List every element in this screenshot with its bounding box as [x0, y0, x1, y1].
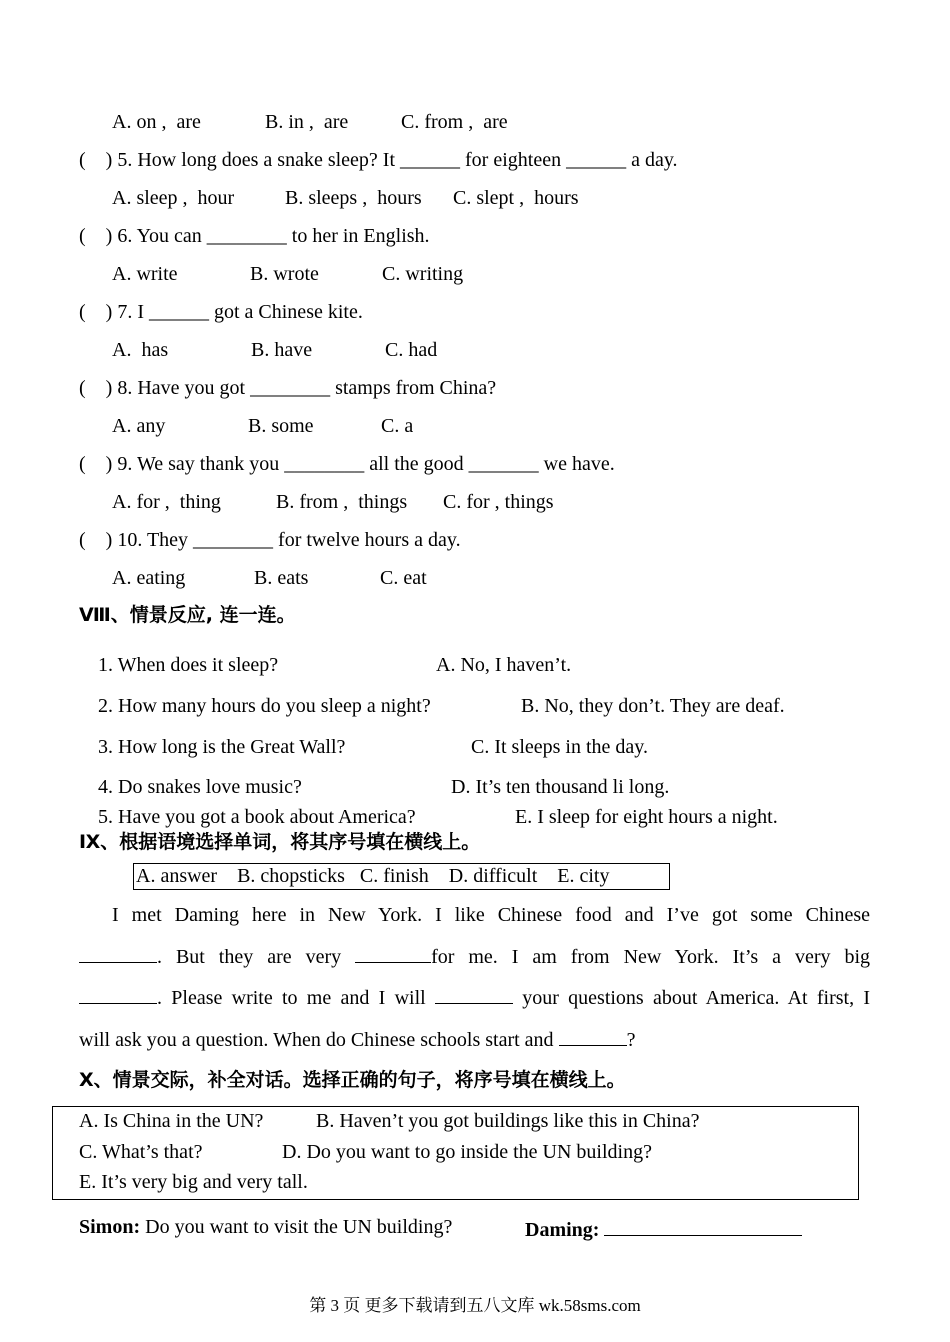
- q7-option-c: C. had: [385, 339, 438, 361]
- blank-3[interactable]: [79, 983, 157, 1004]
- q9-stem: ( ) 9. We say thank you ________ all the good _______ we have.: [79, 453, 615, 475]
- q4-option-c: C. from , are: [401, 111, 508, 133]
- q6-option-b: B. wrote: [250, 263, 319, 285]
- passage-line-2: [79, 937, 870, 979]
- dialogue-simon-line: [79, 1215, 452, 1239]
- match-left-1: 1. When does it sleep?: [98, 654, 279, 676]
- q8-option-b: B. some: [248, 415, 314, 437]
- dialogue-option-a: A. Is China in the UN?: [79, 1110, 264, 1132]
- speaker-daming: Daming:: [525, 1219, 600, 1241]
- q10-option-c: C. eat: [380, 567, 427, 589]
- q9-option-c: C. for , things: [443, 491, 554, 513]
- word-bank-box: [133, 863, 670, 890]
- q7-option-b: B. have: [251, 339, 313, 361]
- section10-heading: Ⅹ、情景交际，补全对话。选择正确的句子，将序号填在横线上。: [79, 1069, 626, 1091]
- q8-option-c: C. a: [381, 415, 414, 437]
- passage-line-3: [79, 978, 870, 1020]
- dialogue-daming-line: [525, 1215, 802, 1242]
- q4-option-a: A. on , are: [112, 111, 201, 133]
- q6-stem: ( ) 6. You can ________ to her in English.: [79, 225, 430, 247]
- match-left-4: 4. Do snakes love music?: [98, 776, 302, 798]
- passage-line-1: [79, 895, 870, 937]
- q9-option-b: B. from , things: [276, 491, 408, 513]
- q5-stem: ( ) 5. How long does a snake sleep? It ______ for eighteen ______ a day.: [79, 149, 678, 171]
- passage-text-3a: . Please write to me and I will: [157, 987, 435, 1010]
- word-bank: A. answer B. chopsticks C. finish D. difficult E. city: [136, 865, 610, 887]
- match-left-2: 2. How many hours do you sleep a night?: [98, 695, 431, 717]
- dialogue-option-e: E. It’s very big and very tall.: [79, 1171, 308, 1193]
- blank-5[interactable]: [559, 1025, 627, 1046]
- passage-text-4a: will ask you a question. When do Chinese schools start and: [79, 1028, 559, 1051]
- daming-answer-blank[interactable]: [604, 1215, 802, 1236]
- q5-option-a: A. sleep , hour: [112, 187, 235, 209]
- q8-option-a: A. any: [112, 415, 166, 437]
- blank-4[interactable]: [435, 983, 513, 1004]
- q10-option-a: A. eating: [112, 567, 186, 589]
- passage-text-4b: ?: [626, 1028, 636, 1051]
- dialogue-options-box: [52, 1106, 859, 1200]
- simon-utterance: Do you want to visit the UN building?: [140, 1216, 453, 1238]
- q8-stem: ( ) 8. Have you got ________ stamps from China?: [79, 377, 497, 399]
- passage: [79, 895, 870, 1061]
- dialogue-option-c: C. What’s that?: [79, 1141, 203, 1163]
- q6-option-c: C. writing: [382, 263, 464, 285]
- match-right-a: A. No, I haven’t.: [436, 654, 572, 676]
- match-right-c: C. It sleeps in the day.: [471, 736, 649, 758]
- section8-heading: Ⅷ、情景反应, 连一连。: [79, 604, 296, 626]
- speaker-simon: Simon:: [79, 1216, 141, 1238]
- q7-stem: ( ) 7. I ______ got a Chinese kite.: [79, 301, 363, 323]
- q6-option-a: A. write: [112, 263, 178, 285]
- q4-option-b: B. in , are: [265, 111, 349, 133]
- dialogue-option-b: B. Haven’t you got buildings like this in China?: [316, 1110, 700, 1132]
- blank-1[interactable]: [79, 942, 157, 963]
- match-left-3: 3. How long is the Great Wall?: [98, 736, 346, 758]
- q7-option-a: A. has: [112, 339, 169, 361]
- passage-text-1: I met Daming here in New York. I like Chinese food and I’ve got some Chinese: [112, 904, 870, 926]
- dialogue-option-d: D. Do you want to go inside the UN building?: [282, 1141, 652, 1163]
- blank-2[interactable]: [355, 942, 431, 963]
- match-right-d: D. It’s ten thousand li long.: [451, 776, 670, 798]
- q5-option-b: B. sleeps , hours: [285, 187, 422, 209]
- page-footer: 第 3 页 更多下载请到五八文库 wk.58sms.com: [309, 1296, 641, 1315]
- q9-option-a: A. for , thing: [112, 491, 221, 513]
- q10-stem: ( ) 10. They ________ for twelve hours a day.: [79, 529, 461, 551]
- q5-option-c: C. slept , hours: [453, 187, 579, 209]
- passage-text-3b: your questions about America. At first, I: [512, 987, 871, 1010]
- q10-option-b: B. eats: [254, 567, 309, 589]
- passage-line-4: [79, 1020, 870, 1062]
- section9-heading: Ⅸ、根据语境选择单词，将其序号填在横线上。: [79, 831, 481, 853]
- passage-text-2a: . But they are very: [157, 945, 356, 968]
- passage-text-2b: for me. I am from New York. It’s a very big: [431, 945, 871, 968]
- match-left-5: 5. Have you got a book about America?: [98, 806, 416, 828]
- match-right-e: E. I sleep for eight hours a night.: [515, 806, 778, 828]
- match-right-b: B. No, they don’t. They are deaf.: [521, 695, 785, 717]
